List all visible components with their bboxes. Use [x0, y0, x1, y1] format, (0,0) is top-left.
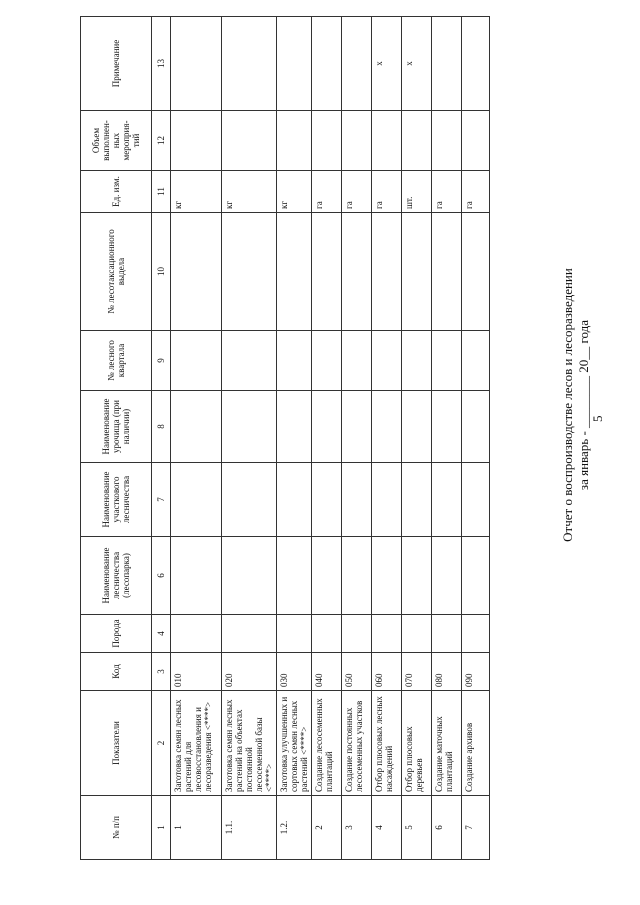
note-cell	[312, 17, 342, 111]
column-number: 8	[152, 391, 171, 463]
tract-cell[interactable]	[171, 391, 222, 463]
allotment-cell[interactable]	[402, 213, 432, 331]
district-forestry-cell[interactable]	[432, 463, 462, 537]
forestry-cell[interactable]	[462, 537, 490, 615]
allotment-cell[interactable]	[372, 213, 402, 331]
species-cell[interactable]	[342, 615, 372, 653]
district-forestry-cell[interactable]	[171, 463, 222, 537]
note-cell	[432, 17, 462, 111]
district-forestry-cell[interactable]	[312, 463, 342, 537]
species-cell[interactable]	[277, 615, 312, 653]
note-cell	[342, 17, 372, 111]
header-cell: Порода	[81, 615, 152, 653]
forestry-cell[interactable]	[171, 537, 222, 615]
table-row	[402, 17, 432, 860]
column-number: 7	[152, 463, 171, 537]
indicator-name: Отбор плюсовых деревьев	[402, 691, 432, 796]
column-number: 6	[152, 537, 171, 615]
table-row	[277, 17, 312, 860]
header-cell: Показатели	[81, 691, 152, 796]
unit-cell: кг	[171, 171, 222, 213]
column-number: 1	[152, 796, 171, 860]
indicator-name: Заготовка улучшенных и сортовых семян лесных растений <****>	[277, 691, 312, 796]
unit-cell: га	[372, 171, 402, 213]
tract-cell[interactable]	[372, 391, 402, 463]
note-cell: x	[402, 17, 432, 111]
unit-cell: га	[432, 171, 462, 213]
column-number: 11	[152, 171, 171, 213]
quarter-cell[interactable]	[462, 331, 490, 391]
species-cell[interactable]	[432, 615, 462, 653]
report-period: за январь - ________ 20__ года	[576, 319, 591, 491]
allotment-cell[interactable]	[171, 213, 222, 331]
species-cell[interactable]	[462, 615, 490, 653]
page-number: 5	[590, 415, 605, 422]
note-cell	[462, 17, 490, 111]
forestry-cell[interactable]	[432, 537, 462, 615]
row-code: 060	[372, 653, 402, 691]
species-cell[interactable]	[402, 615, 432, 653]
district-forestry-cell[interactable]	[342, 463, 372, 537]
note-cell	[277, 17, 312, 111]
column-number: 2	[152, 691, 171, 796]
tract-cell[interactable]	[342, 391, 372, 463]
report-title: Отчет о воспроизводстве лесов и лесоразведении	[560, 268, 575, 542]
species-cell[interactable]	[222, 615, 277, 653]
tract-cell[interactable]	[222, 391, 277, 463]
forestry-cell[interactable]	[372, 537, 402, 615]
table-row	[171, 17, 222, 860]
forestry-cell[interactable]	[312, 537, 342, 615]
forestry-cell[interactable]	[342, 537, 372, 615]
header-cell: Наименование лесничества (лесопарка)	[81, 537, 152, 615]
tract-cell[interactable]	[432, 391, 462, 463]
row-code: 070	[402, 653, 432, 691]
volume-cell[interactable]	[171, 111, 222, 171]
header-cell: № лесотаксационного выдела	[81, 213, 152, 331]
row-code: 020	[222, 653, 277, 691]
district-forestry-cell[interactable]	[222, 463, 277, 537]
row-number: 2	[312, 796, 342, 860]
forestry-cell[interactable]	[402, 537, 432, 615]
table-row	[462, 17, 490, 860]
table-row	[222, 17, 277, 860]
allotment-cell[interactable]	[222, 213, 277, 331]
row-number: 1	[171, 796, 222, 860]
column-number: 9	[152, 331, 171, 391]
row-number: 4	[372, 796, 402, 860]
report-table-wrapper	[80, 17, 495, 860]
species-cell[interactable]	[372, 615, 402, 653]
tract-cell[interactable]	[402, 391, 432, 463]
quarter-cell[interactable]	[342, 331, 372, 391]
allotment-cell[interactable]	[432, 213, 462, 331]
allotment-cell[interactable]	[342, 213, 372, 331]
unit-cell: кг	[277, 171, 312, 213]
column-number: 13	[152, 17, 171, 111]
volume-cell[interactable]	[462, 111, 490, 171]
volume-cell[interactable]	[222, 111, 277, 171]
row-code: 050	[342, 653, 372, 691]
row-number: 1.2.	[277, 796, 312, 860]
header-cell: Объем выполнен-ных мероприя-тий	[81, 111, 152, 171]
tract-cell[interactable]	[277, 391, 312, 463]
volume-cell[interactable]	[372, 111, 402, 171]
quarter-cell[interactable]	[432, 331, 462, 391]
column-number: 12	[152, 111, 171, 171]
table-row	[342, 17, 372, 860]
unit-cell: га	[312, 171, 342, 213]
row-code: 040	[312, 653, 342, 691]
species-cell[interactable]	[171, 615, 222, 653]
header-cell: Код	[81, 653, 152, 691]
forestry-cell[interactable]	[277, 537, 312, 615]
row-number: 7	[462, 796, 490, 860]
allotment-cell[interactable]	[312, 213, 342, 331]
header-cell: Наименование урочища (при наличии)	[81, 391, 152, 463]
quarter-cell[interactable]	[277, 331, 312, 391]
header-cell: № лесного квартала	[81, 331, 152, 391]
quarter-cell[interactable]	[372, 331, 402, 391]
quarter-cell[interactable]	[402, 331, 432, 391]
table-header-row	[81, 17, 152, 860]
indicator-name: Заготовка семян лесных растений для лесовосстановления и лесоразведения <****>	[171, 691, 222, 796]
species-cell[interactable]	[312, 615, 342, 653]
volume-cell[interactable]	[312, 111, 342, 171]
indicator-name: Создание маточных плантаций	[432, 691, 462, 796]
row-code: 030	[277, 653, 312, 691]
indicator-name: Отбор плюсовых лесных насаждений	[372, 691, 402, 796]
district-forestry-cell[interactable]	[402, 463, 432, 537]
report-table	[80, 16, 490, 860]
column-number: 4	[152, 615, 171, 653]
row-number: 3	[342, 796, 372, 860]
row-number: 5	[402, 796, 432, 860]
unit-cell: га	[462, 171, 490, 213]
volume-cell[interactable]	[432, 111, 462, 171]
district-forestry-cell[interactable]	[372, 463, 402, 537]
unit-cell: га	[342, 171, 372, 213]
tract-cell[interactable]	[312, 391, 342, 463]
header-cell: Наименование участкового лесничества	[81, 463, 152, 537]
district-forestry-cell[interactable]	[277, 463, 312, 537]
unit-cell: кг	[222, 171, 277, 213]
indicator-name: Заготовка семян лесных растений на объектах постоянной лесосеменной базы <****>	[222, 691, 277, 796]
indicator-name: Создание постоянных лесосеменных участков	[342, 691, 372, 796]
tract-cell[interactable]	[462, 391, 490, 463]
forestry-cell[interactable]	[222, 537, 277, 615]
row-number: 6	[432, 796, 462, 860]
quarter-cell[interactable]	[222, 331, 277, 391]
table-row	[432, 17, 462, 860]
volume-cell[interactable]	[277, 111, 312, 171]
district-forestry-cell[interactable]	[462, 463, 490, 537]
note-cell: x	[372, 17, 402, 111]
volume-cell[interactable]	[342, 111, 372, 171]
column-number-row	[152, 17, 171, 860]
row-code: 090	[462, 653, 490, 691]
table-row	[312, 17, 342, 860]
column-number: 3	[152, 653, 171, 691]
indicator-name: Создание лесосеменных плантаций	[312, 691, 342, 796]
row-code: 080	[432, 653, 462, 691]
column-number: 10	[152, 213, 171, 331]
quarter-cell[interactable]	[312, 331, 342, 391]
volume-cell[interactable]	[402, 111, 432, 171]
header-cell: Примечание	[81, 17, 152, 111]
note-cell	[222, 17, 277, 111]
header-cell: Ед. изм.	[81, 171, 152, 213]
unit-cell: шт.	[402, 171, 432, 213]
row-number: 1.1.	[222, 796, 277, 860]
row-code: 010	[171, 653, 222, 691]
quarter-cell[interactable]	[171, 331, 222, 391]
table-row	[372, 17, 402, 860]
indicator-name: Создание архивов	[462, 691, 490, 796]
header-cell: № п/п	[81, 796, 152, 860]
note-cell	[171, 17, 222, 111]
allotment-cell[interactable]	[462, 213, 490, 331]
allotment-cell[interactable]	[277, 213, 312, 331]
